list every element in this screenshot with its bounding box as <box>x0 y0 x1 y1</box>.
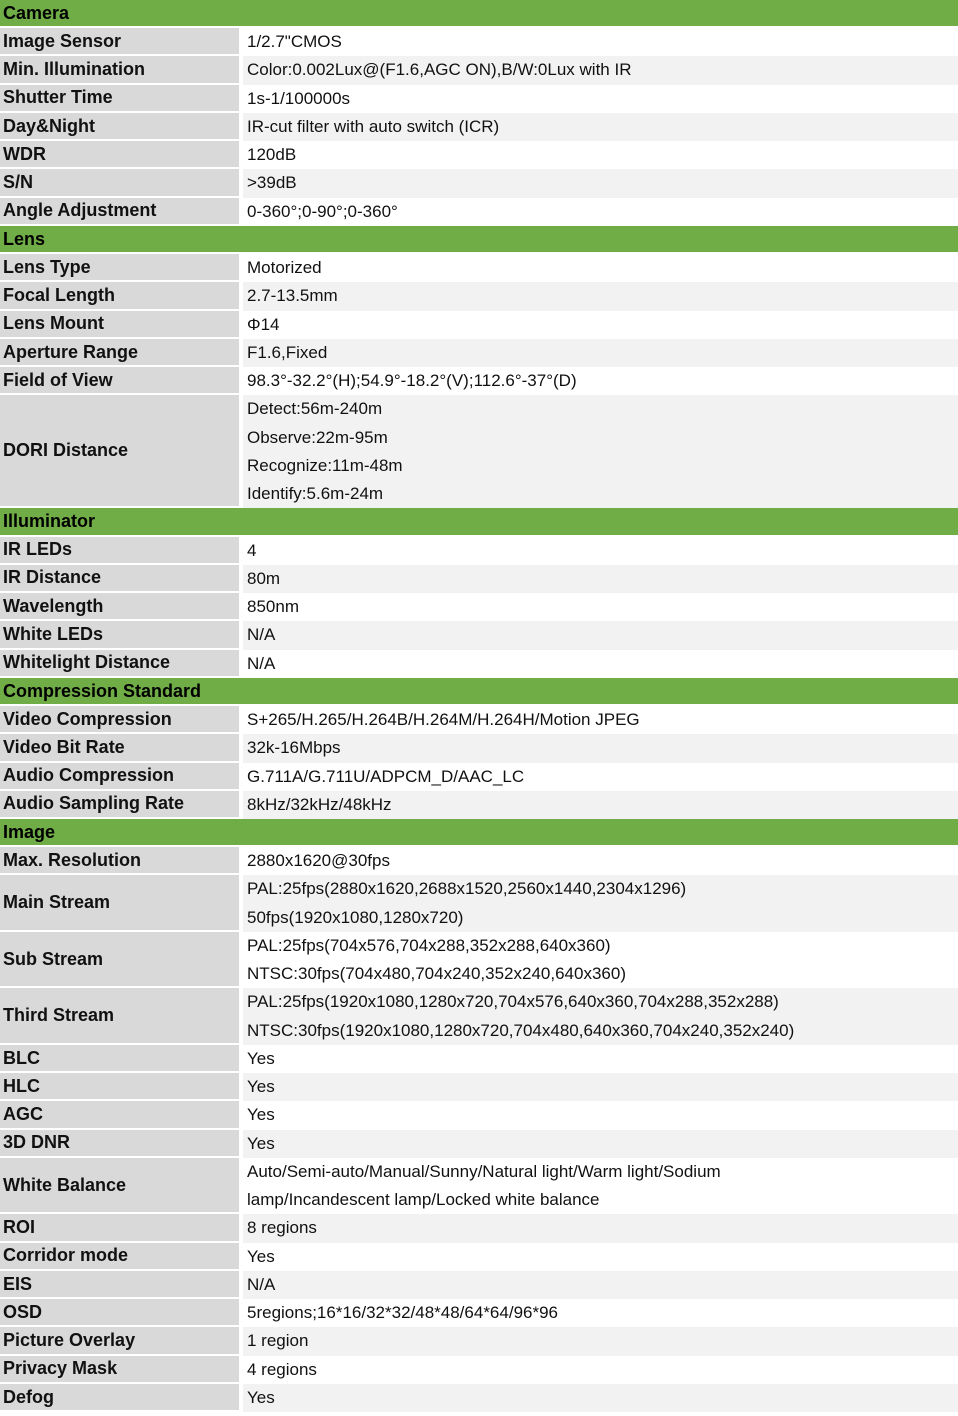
spec-row <box>0 1045 958 1073</box>
spec-label: Lens Type <box>0 254 243 282</box>
spec-row <box>0 565 958 593</box>
spec-value: N/A <box>247 1274 276 1294</box>
spec-value-cell <box>243 791 958 819</box>
spec-value: >39dB <box>247 173 297 193</box>
spec-label: Defog <box>0 1384 243 1412</box>
spec-value: Yes <box>247 1048 275 1068</box>
spec-label: IR LEDs <box>0 537 243 565</box>
spec-label: Video Bit Rate <box>0 734 243 762</box>
spec-row <box>0 847 958 875</box>
spec-label: Min. Illumination <box>0 56 243 84</box>
section-header: Camera <box>0 0 958 28</box>
spec-label: Audio Sampling Rate <box>0 791 243 819</box>
spec-value: 0-360°;0-90°;0-360° <box>247 201 398 221</box>
spec-value-cell <box>243 1384 958 1412</box>
spec-row <box>0 1271 958 1299</box>
spec-value-cell <box>243 1299 958 1327</box>
spec-value-cell <box>243 706 958 734</box>
spec-row <box>0 875 958 932</box>
spec-value: N/A <box>247 625 276 645</box>
spec-row <box>0 311 958 339</box>
spec-value: 80m <box>247 568 281 588</box>
spec-row <box>0 85 958 113</box>
spec-label: Video Compression <box>0 706 243 734</box>
spec-row <box>0 650 958 678</box>
spec-value-cell <box>243 593 958 621</box>
spec-value: Color:0.002Lux@(F1.6,AGC ON),B/W:0Lux with IR <box>247 60 632 80</box>
spec-value: 98.3°-32.2°(H);54.9°-18.2°(V);112.6°-37°(D) <box>247 371 577 391</box>
spec-value-cell <box>243 28 958 56</box>
spec-value: 850nm <box>247 597 299 617</box>
spec-value-cell <box>243 1271 958 1299</box>
spec-value: Yes <box>247 1133 275 1153</box>
spec-label: White LEDs <box>0 621 243 649</box>
spec-label: OSD <box>0 1299 243 1327</box>
spec-label: HLC <box>0 1073 243 1101</box>
spec-row <box>0 339 958 367</box>
spec-value: 5regions;16*16/32*32/48*48/64*64/96*96 <box>247 1303 558 1323</box>
spec-value-cell <box>243 1101 958 1129</box>
spec-value: Auto/Semi-auto/Manual/Sunny/Natural light/Warm light/Sodium <box>247 1161 721 1181</box>
spec-label: Max. Resolution <box>0 847 243 875</box>
section-header: Compression Standard <box>0 678 958 706</box>
spec-label: Shutter Time <box>0 85 243 113</box>
spec-row <box>0 1299 958 1327</box>
spec-value-cell <box>243 311 958 339</box>
spec-value: IR-cut filter with auto switch (ICR) <box>247 116 500 136</box>
spec-row <box>0 367 958 395</box>
spec-label: WDR <box>0 141 243 169</box>
spec-row <box>0 1073 958 1101</box>
spec-value-cell <box>243 85 958 113</box>
spec-value: F1.6,Fixed <box>247 342 328 362</box>
spec-value: PAL:25fps(2880x1620,2688x1520,2560x1440,2304x1296) <box>247 879 687 899</box>
spec-row <box>0 254 958 282</box>
spec-value: 50fps(1920x1080,1280x720) <box>247 907 464 927</box>
spec-value: 4 regions <box>247 1359 317 1379</box>
spec-value-cell <box>243 254 958 282</box>
spec-label: Angle Adjustment <box>0 198 243 226</box>
spec-row <box>0 395 958 508</box>
spec-label: Day&Night <box>0 113 243 141</box>
spec-value: NTSC:30fps(704x480,704x240,352x240,640x360) <box>247 964 626 984</box>
spec-label: AGC <box>0 1101 243 1129</box>
spec-value: 1 region <box>247 1331 309 1351</box>
spec-row <box>0 1158 958 1215</box>
spec-value: Yes <box>247 1105 275 1125</box>
spec-label: Privacy Mask <box>0 1356 243 1384</box>
spec-value: 120dB <box>247 145 297 165</box>
spec-value-cell <box>243 1214 958 1242</box>
spec-value-cell <box>243 734 958 762</box>
spec-row <box>0 734 958 762</box>
section-header: Image <box>0 819 958 847</box>
spec-value: Recognize:11m-48m <box>247 455 403 475</box>
spec-value: 1s-1/100000s <box>247 88 351 108</box>
spec-label: Main Stream <box>0 875 243 932</box>
spec-value-cell <box>243 1243 958 1271</box>
spec-label: ROI <box>0 1214 243 1242</box>
spec-row <box>0 1101 958 1129</box>
spec-row <box>0 706 958 734</box>
spec-value: 2.7-13.5mm <box>247 286 338 306</box>
spec-label: Picture Overlay <box>0 1327 243 1355</box>
spec-value-cell <box>243 932 958 989</box>
spec-row <box>0 198 958 226</box>
spec-value-cell <box>243 1158 958 1215</box>
spec-value: PAL:25fps(1920x1080,1280x720,704x576,640x360,704x288,352x288) <box>247 992 779 1012</box>
spec-row <box>0 1130 958 1158</box>
spec-value-cell <box>243 56 958 84</box>
spec-label: Whitelight Distance <box>0 650 243 678</box>
spec-row <box>0 988 958 1045</box>
spec-value: Detect:56m-240m <box>247 399 383 419</box>
spec-value: Observe:22m-95m <box>247 427 388 447</box>
spec-value: lamp/Incandescent lamp/Locked white balance <box>247 1190 600 1210</box>
section-header: Illuminator <box>0 508 958 536</box>
spec-value-cell <box>243 1327 958 1355</box>
spec-value: G.711A/G.711U/ADPCM_D/AAC_LC <box>247 766 525 786</box>
spec-row <box>0 141 958 169</box>
spec-value-cell <box>243 537 958 565</box>
spec-row <box>0 28 958 56</box>
spec-row <box>0 1384 958 1412</box>
spec-label: Aperture Range <box>0 339 243 367</box>
spec-value-cell <box>243 1045 958 1073</box>
spec-row <box>0 113 958 141</box>
spec-value-cell <box>243 395 958 508</box>
spec-label: Audio Compression <box>0 763 243 791</box>
spec-label: EIS <box>0 1271 243 1299</box>
spec-value-cell <box>243 1356 958 1384</box>
spec-value: N/A <box>247 653 276 673</box>
spec-label: Image Sensor <box>0 28 243 56</box>
spec-label: Sub Stream <box>0 932 243 989</box>
spec-label: Corridor mode <box>0 1243 243 1271</box>
spec-value-cell <box>243 169 958 197</box>
spec-label: BLC <box>0 1045 243 1073</box>
spec-value: Identify:5.6m-24m <box>247 484 384 504</box>
spec-value: Φ14 <box>247 314 280 334</box>
spec-row <box>0 763 958 791</box>
section-header: Lens <box>0 226 958 254</box>
spec-row <box>0 1214 958 1242</box>
spec-value-cell <box>243 621 958 649</box>
spec-value: 8kHz/32kHz/48kHz <box>247 794 392 814</box>
spec-value-cell <box>243 141 958 169</box>
spec-label: 3D DNR <box>0 1130 243 1158</box>
spec-value: 32k-16Mbps <box>247 738 341 758</box>
spec-value: Yes <box>247 1077 275 1097</box>
spec-label: Lens Mount <box>0 311 243 339</box>
spec-value: PAL:25fps(704x576,704x288,352x288,640x360) <box>247 935 611 955</box>
spec-label: Focal Length <box>0 282 243 310</box>
spec-row <box>0 1243 958 1271</box>
spec-label: White Balance <box>0 1158 243 1215</box>
spec-value: 4 <box>247 540 257 560</box>
spec-label: DORI Distance <box>0 395 243 508</box>
spec-value: Yes <box>247 1246 275 1266</box>
spec-value: 1/2.7"CMOS <box>247 32 342 52</box>
spec-row <box>0 56 958 84</box>
spec-label: Field of View <box>0 367 243 395</box>
spec-row <box>0 621 958 649</box>
spec-label: IR Distance <box>0 565 243 593</box>
spec-value-cell <box>243 282 958 310</box>
spec-row <box>0 282 958 310</box>
spec-value-cell <box>243 988 958 1045</box>
spec-value: 2880x1620@30fps <box>247 851 390 871</box>
spec-label: S/N <box>0 169 243 197</box>
spec-value-cell <box>243 650 958 678</box>
spec-row <box>0 932 958 989</box>
spec-value-cell <box>243 1130 958 1158</box>
spec-label: Third Stream <box>0 988 243 1045</box>
spec-value: 8 regions <box>247 1218 317 1238</box>
spec-row <box>0 593 958 621</box>
spec-row <box>0 1327 958 1355</box>
spec-value-cell <box>243 847 958 875</box>
spec-row <box>0 791 958 819</box>
spec-row <box>0 169 958 197</box>
spec-value-cell <box>243 113 958 141</box>
spec-row <box>0 537 958 565</box>
spec-value-cell <box>243 763 958 791</box>
spec-value: Yes <box>247 1387 275 1407</box>
spec-value: S+265/H.265/H.264B/H.264M/H.264H/Motion JPEG <box>247 710 640 729</box>
spec-label: Wavelength <box>0 593 243 621</box>
spec-value-cell <box>243 339 958 367</box>
spec-value-cell <box>243 198 958 226</box>
spec-value-cell <box>243 875 958 932</box>
spec-row <box>0 1356 958 1384</box>
spec-value-cell <box>243 565 958 593</box>
spec-value: NTSC:30fps(1920x1080,1280x720,704x480,640x360,704x240,352x240) <box>247 1020 795 1040</box>
spec-value: Motorized <box>247 258 322 278</box>
spec-value-cell <box>243 367 958 395</box>
spec-value-cell <box>243 1073 958 1101</box>
